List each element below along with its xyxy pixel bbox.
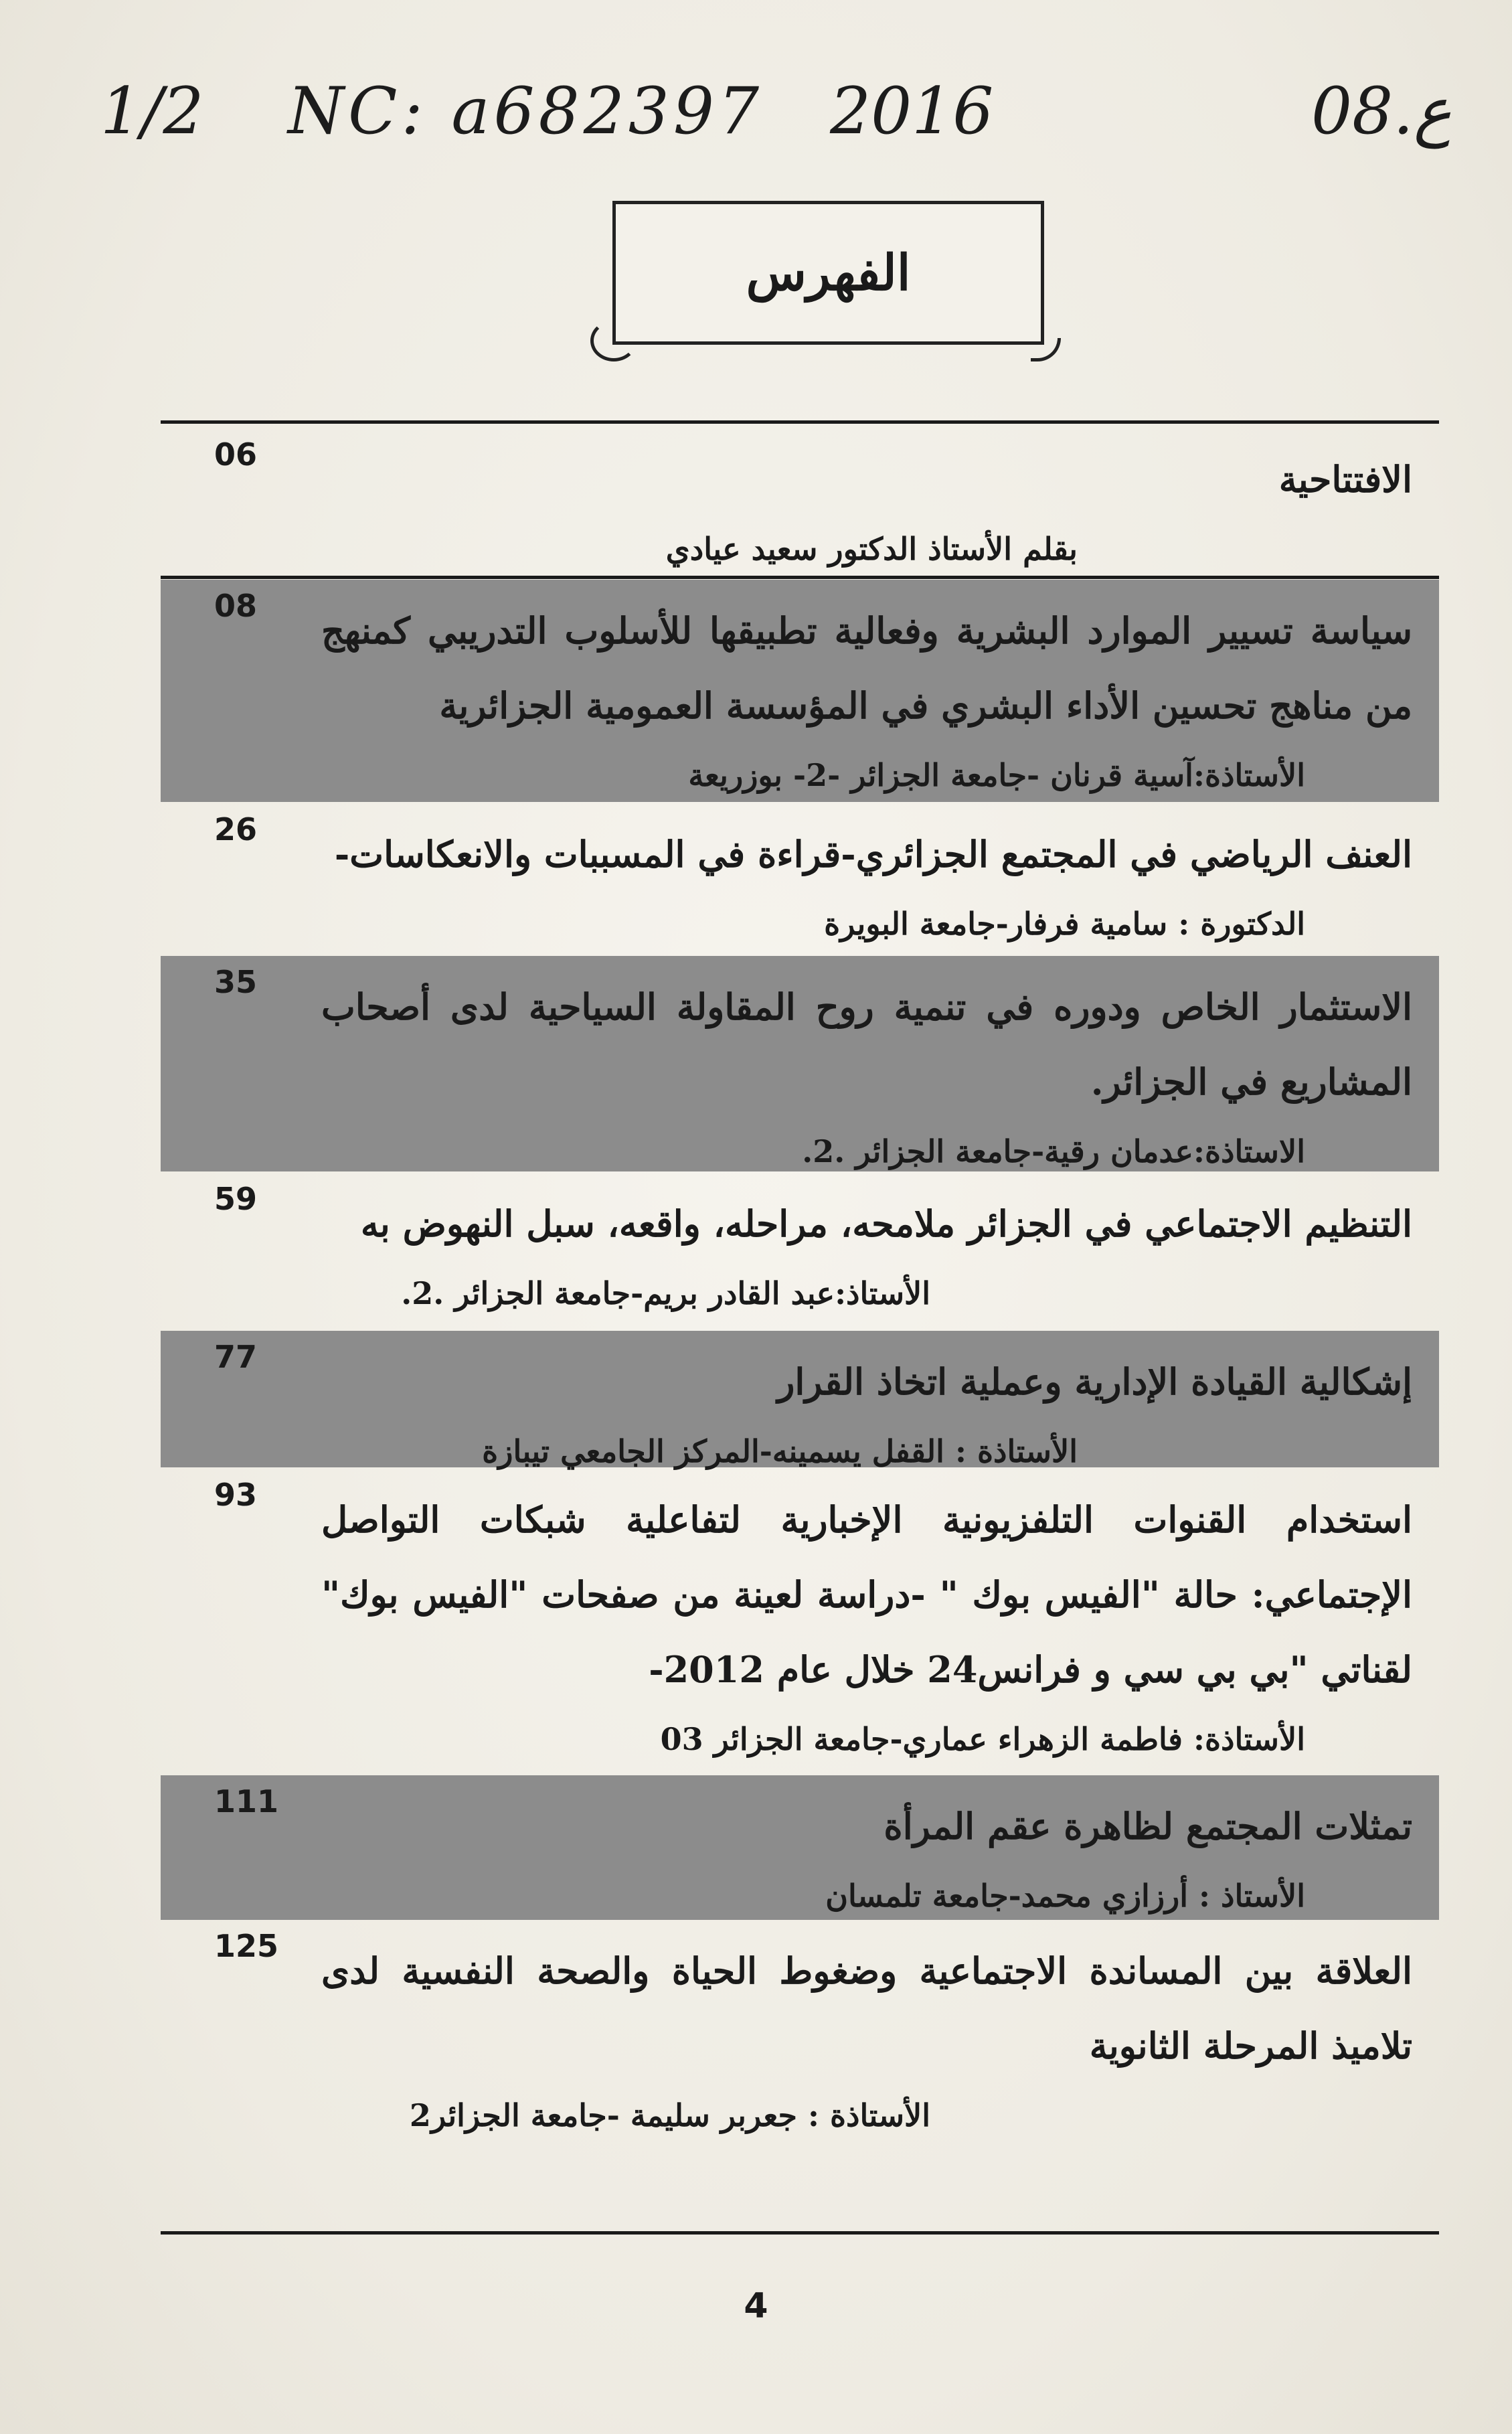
entry-title: الاستثمار الخاص ودوره في تنمية روح المقاولة السياحية لدى أصحاب المشاريع في الجزائر. <box>321 985 1412 1103</box>
entry-author: الأستاذة: فاطمة الزهراء عماري-جامعة الجزائر 03 <box>660 1721 1305 1757</box>
entry-author: الاستاذة:عدمان رقية-جامعة الجزائر .2. <box>802 1133 1305 1169</box>
toc-entry <box>161 803 1439 956</box>
index-title: الفهرس <box>746 244 911 302</box>
entry-author: الأستاذ:عبد القادر بريم-جامعة الجزائر .2. <box>401 1275 930 1311</box>
toc-entry <box>161 1331 1439 1467</box>
entry-page-number: 08 <box>214 588 258 624</box>
entry-page-number: 111 <box>214 1783 279 1819</box>
handwritten-page-ref: 1/2 <box>100 74 204 149</box>
entry-author: الأستاذة:آسية قرنان -جامعة الجزائر -2- بوزريعة <box>688 757 1305 793</box>
entry-title: استخدام القنوات التلفزيونية الإخبارية لتفاعلية شبكات التواصل الإجتماعي: حالة "الفيس بوك " -دراسة لعينة من صفحات "الفيس بوك" لقناتي "بي بي سي و فرانس24 خلال عام 2012- <box>321 1498 1412 1691</box>
handwritten-nc-code: NC: a682397 <box>288 74 764 149</box>
entry-author: الأستاذة : القفل يسمينه-المركز الجامعي تيبازة <box>482 1433 1078 1469</box>
entry-title: التنظيم الاجتماعي في الجزائر ملامحه، مراحله، واقعه، سبل النهوض به <box>360 1202 1412 1245</box>
entry-title: إشكالية القيادة الإدارية وعملية اتخاذ القرار <box>777 1360 1412 1403</box>
entry-title: الافتتاحية <box>1278 458 1412 501</box>
entry-page-number: 125 <box>214 1928 279 1964</box>
top-divider <box>161 420 1439 424</box>
entry-title: العنف الرياضي في المجتمع الجزائري-قراءة في المسببات والانعكاسات- <box>334 833 1412 876</box>
toc-entry <box>161 1469 1439 1775</box>
entry-author: الأستاذ : أرزازي محمد-جامعة تلمسان <box>825 1878 1305 1914</box>
entry-page-number: 93 <box>214 1477 258 1513</box>
bottom-divider <box>161 2231 1439 2235</box>
toc-entry <box>161 580 1439 802</box>
handwritten-shelf-code: ع.08 <box>1311 74 1452 149</box>
page-number: 4 <box>744 2286 768 2326</box>
entry-page-number: 77 <box>214 1339 258 1375</box>
toc-entry <box>161 1173 1439 1331</box>
handwritten-annotation <box>0 74 1512 174</box>
section-divider <box>161 576 1439 579</box>
entry-title: تمثلات المجتمع لظاهرة عقم المرأة <box>884 1805 1412 1848</box>
toc-entry <box>161 1920 1439 2141</box>
toc-entry <box>161 1775 1439 1920</box>
entry-author: الدكتورة : سامية فرفار-جامعة البويرة <box>824 906 1305 942</box>
entry-title: سياسة تسيير الموارد البشرية وفعالية تطبيقها للأسلوب التدريبي كمنهج من مناهج تحسين الأداء البشري في المؤسسة العمومية الجزائرية <box>321 609 1412 727</box>
index-title-scroll <box>612 201 1044 345</box>
entry-author: بقلم الأستاذ الدكتور سعيد عيادي <box>665 531 1078 567</box>
entry-page-number: 06 <box>214 436 258 473</box>
entry-page-number: 26 <box>214 811 258 847</box>
toc-entry <box>161 956 1439 1171</box>
handwritten-year: 2016 <box>830 74 994 149</box>
entry-page-number: 59 <box>214 1181 258 1217</box>
entry-page-number: 35 <box>214 964 258 1000</box>
entry-title: العلاقة بين المساندة الاجتماعية وضغوط الحياة والصحة النفسية لدى تلاميذ المرحلة الثانوية <box>321 1949 1412 2067</box>
toc-entry <box>161 428 1439 577</box>
entry-author: الأستاذة : جعربر سليمة -جامعة الجزائر2 <box>409 2097 930 2133</box>
